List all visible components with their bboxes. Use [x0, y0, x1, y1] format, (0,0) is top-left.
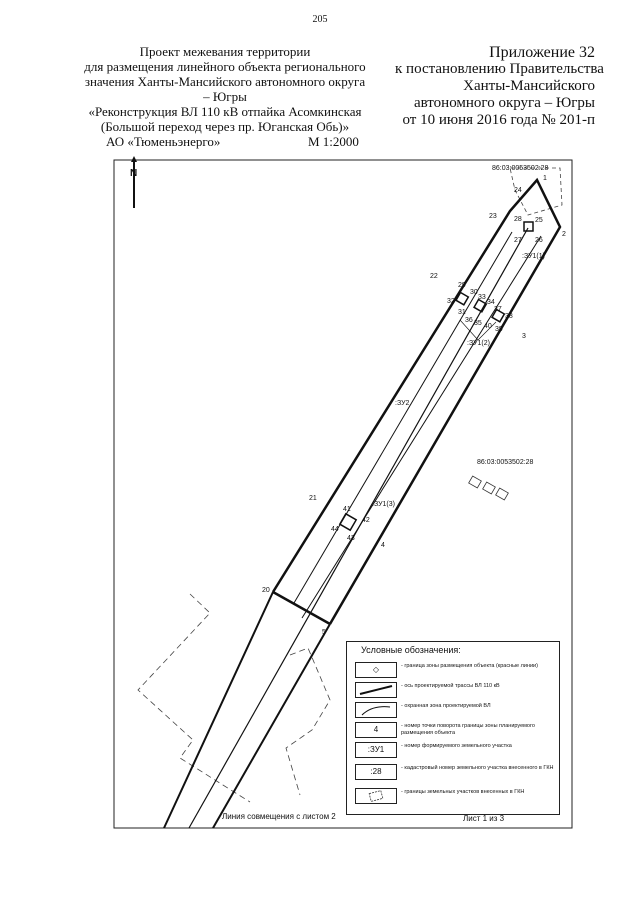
point-number: 43 — [347, 535, 355, 542]
point-number: 24 — [514, 187, 522, 194]
point-number: 27 — [514, 237, 522, 244]
project-title-line: «Реконструкция ВЛ 110 кВ отпайка Асомкинская — [88, 104, 362, 119]
sheet-junction-caption: Линия совмещения с листом 2 — [222, 812, 336, 821]
appendix-line: Приложение 32 — [489, 44, 595, 61]
point-number: 25 — [535, 217, 543, 224]
legend-item-text: - граница зоны размещения объекта (красные линии) — [401, 663, 538, 669]
cadastral-number: 86:03:0053502:28 — [477, 459, 534, 466]
organization: АО «Тюменьэнерго» — [106, 134, 221, 149]
zone-label: :ЗУ1(2) — [467, 340, 490, 347]
appendix-line: Ханты-Мансийского — [463, 78, 595, 94]
project-title-line: для размещения линейного объекта регионального — [84, 59, 366, 74]
point-number: 37 — [494, 306, 502, 313]
legend-item — [355, 742, 555, 760]
sheet-number: Лист 1 из 3 — [463, 814, 505, 823]
point-number: 2 — [562, 231, 566, 238]
protection-zone-icon — [355, 702, 397, 718]
legend-item-text: - границы земельных участков внесенных в ГКН — [401, 789, 525, 795]
cadastral-number-icon: :28 — [355, 764, 397, 780]
point-number: 4 — [381, 542, 385, 549]
scale: М 1:2000 — [308, 134, 359, 149]
route-line — [213, 624, 330, 828]
appendix-line: автономного округа – Югры — [413, 95, 595, 111]
protection-zone — [294, 232, 512, 603]
project-title-line: значения Ханты-Мансийского автономного округа — [84, 74, 366, 89]
legend-title: Условные обозначения: — [361, 645, 461, 655]
project-title-line: (Большой переход через пр. Юганская Обь)» — [100, 119, 350, 134]
point-number: 26 — [535, 237, 543, 244]
legend-item-text: - охранная зона проектируемой ВЛ — [401, 703, 491, 709]
point-number: 40 — [484, 323, 492, 330]
project-title-line: – Югры — [203, 89, 247, 104]
point-number: 36 — [465, 317, 473, 324]
cadastral-parcel-icons — [469, 476, 509, 500]
point-number: 34 — [487, 299, 495, 306]
protection-zone — [302, 236, 541, 618]
point-number: 20 — [262, 587, 270, 594]
turning-point-icon: 4 — [355, 722, 397, 738]
tower-site — [524, 222, 533, 231]
zone-boundary — [273, 592, 330, 624]
point-number: 44 — [331, 526, 339, 533]
north-arrow-icon — [131, 156, 137, 208]
point-number: 32 — [447, 298, 455, 305]
point-number: 35 — [474, 320, 482, 327]
legend-item — [355, 682, 555, 700]
appendix-line: к постановлению Правительства — [395, 61, 604, 77]
legend-item-text: - номер формируемого земельного участка — [401, 743, 512, 749]
zone-label: :ЗУ1(1) — [522, 253, 545, 260]
legend-item-text: - кадастровый номер земельного участка внесенного в ГКН — [401, 765, 554, 771]
point-number: 30 — [470, 289, 478, 296]
page-number: 205 — [312, 14, 328, 25]
parcel-boundary — [138, 594, 250, 802]
point-number: 5 — [322, 629, 326, 636]
legend-item — [355, 788, 555, 806]
point-number: 39 — [495, 326, 503, 333]
point-number: 28 — [514, 216, 522, 223]
parcel-boundary — [286, 648, 330, 795]
point-number: 29 — [458, 282, 466, 289]
gkn-boundary-icon — [355, 788, 397, 804]
point-number: 31 — [458, 309, 466, 316]
route-line — [164, 592, 273, 828]
north-label: N — [130, 168, 138, 179]
tower-site — [340, 514, 356, 530]
point-number: 42 — [362, 517, 370, 524]
legend-item — [355, 764, 555, 782]
legend-item-text: - ось проектируемой трассы ВЛ 110 кВ — [401, 683, 500, 689]
cadastral-number: 86:03:0053502:28 — [492, 165, 549, 172]
zone-label: :ЗУ2 — [395, 400, 410, 407]
appendix-line: от 10 июня 2016 года № 201-п — [402, 112, 595, 128]
legend-item — [355, 662, 555, 680]
point-number: 41 — [343, 506, 351, 513]
point-number: 23 — [489, 213, 497, 220]
route-axis-icon — [355, 682, 397, 698]
zone-label: :ЗУ1(3) — [372, 501, 395, 508]
project-title-line: Проект межевания территории — [139, 44, 311, 59]
point-number: 38 — [505, 313, 513, 320]
legend-item — [355, 722, 555, 740]
point-number: 21 — [309, 495, 317, 502]
legend-item-text: - номер точки поворота границы зоны планируемого размещения объекта — [401, 723, 535, 736]
point-number: 1 — [543, 175, 547, 182]
point-number: 22 — [430, 273, 438, 280]
legend-item — [355, 702, 555, 720]
point-number: 33 — [478, 294, 486, 301]
land-plot-number-icon: :ЗУ1 — [355, 742, 397, 758]
legend — [346, 641, 560, 815]
red-line-icon: ◇ — [355, 662, 397, 678]
point-number: 3 — [522, 333, 526, 340]
